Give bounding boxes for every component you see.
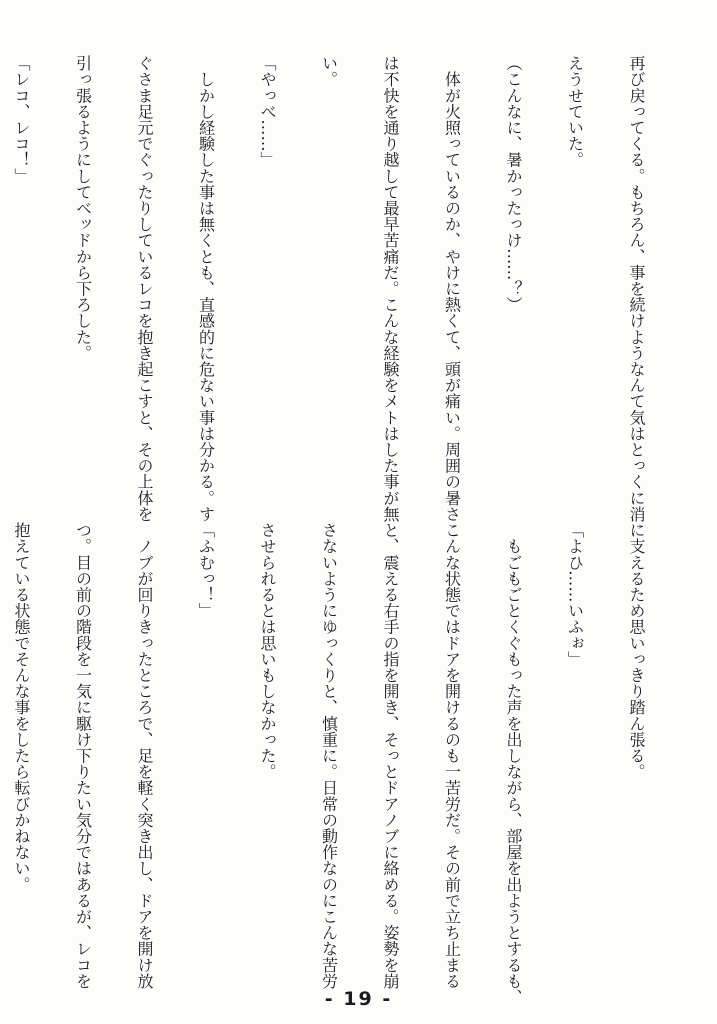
- text-line: 体が火照っているのか、やけに熱くて、頭が痛い。周囲の暑さ: [442, 55, 462, 522]
- text-line: に支えるため思いっきり踏ん張る。: [627, 522, 646, 780]
- text-line: させられるとは思いもしなかった。: [258, 522, 277, 780]
- text-line: こんな状態ではドアを開けるのも一苦労だ。その前で立ち止まる: [442, 522, 462, 989]
- text-line: は不快を通り越して最早苦痛だ。こんな経験をメトはした事が無: [381, 55, 400, 522]
- text-line: と、震える右手の指を開き、そっとドアノブに絡める。姿勢を崩: [381, 522, 400, 989]
- text-line: 「レコ、レコ！」: [12, 55, 31, 184]
- text-line: つ。目の前の階段を一気に駆け下りたい気分ではあるが、レコを: [73, 522, 93, 989]
- text-line: 引っ張るようにしてベッドから下ろした。: [73, 55, 93, 361]
- text-line: 再び戻ってくる。もちろん、事を続けようなんて気はとっくに消: [627, 55, 646, 522]
- text-line: えうせていた。: [565, 55, 585, 168]
- text-line: い。: [319, 55, 339, 88]
- text-line: ぐさま足元でぐったりしているレコを抱き起こすと、その上体を: [135, 55, 154, 522]
- text-line: もごもごとくぐもった声を出しながら、部屋を出ようとするも、: [504, 522, 523, 1005]
- text-line: 「やっべ……」: [258, 55, 277, 168]
- text-line: しかし経験した事は無くとも、直感的に危ない事は分かる。す: [196, 55, 216, 522]
- text-line: 抱えている状態でそんな事をしたら転びかねない。: [12, 522, 31, 893]
- text-line: 「よひ……いふぉ」: [565, 522, 585, 667]
- text-line: ノブが回りきったところで、足を軽く突き出し、ドアを開け放: [135, 522, 154, 989]
- text-line: （こんなに、暑かったっけ……？）: [504, 55, 523, 313]
- text-line: 「ふむっ！」: [196, 522, 216, 619]
- text-line: さないようにゆっくりと、慎重に。日常の動作なのにこんな苦労: [319, 522, 339, 989]
- page-number: - 19 -: [324, 988, 393, 1010]
- upper-text-block: [12, 55, 687, 522]
